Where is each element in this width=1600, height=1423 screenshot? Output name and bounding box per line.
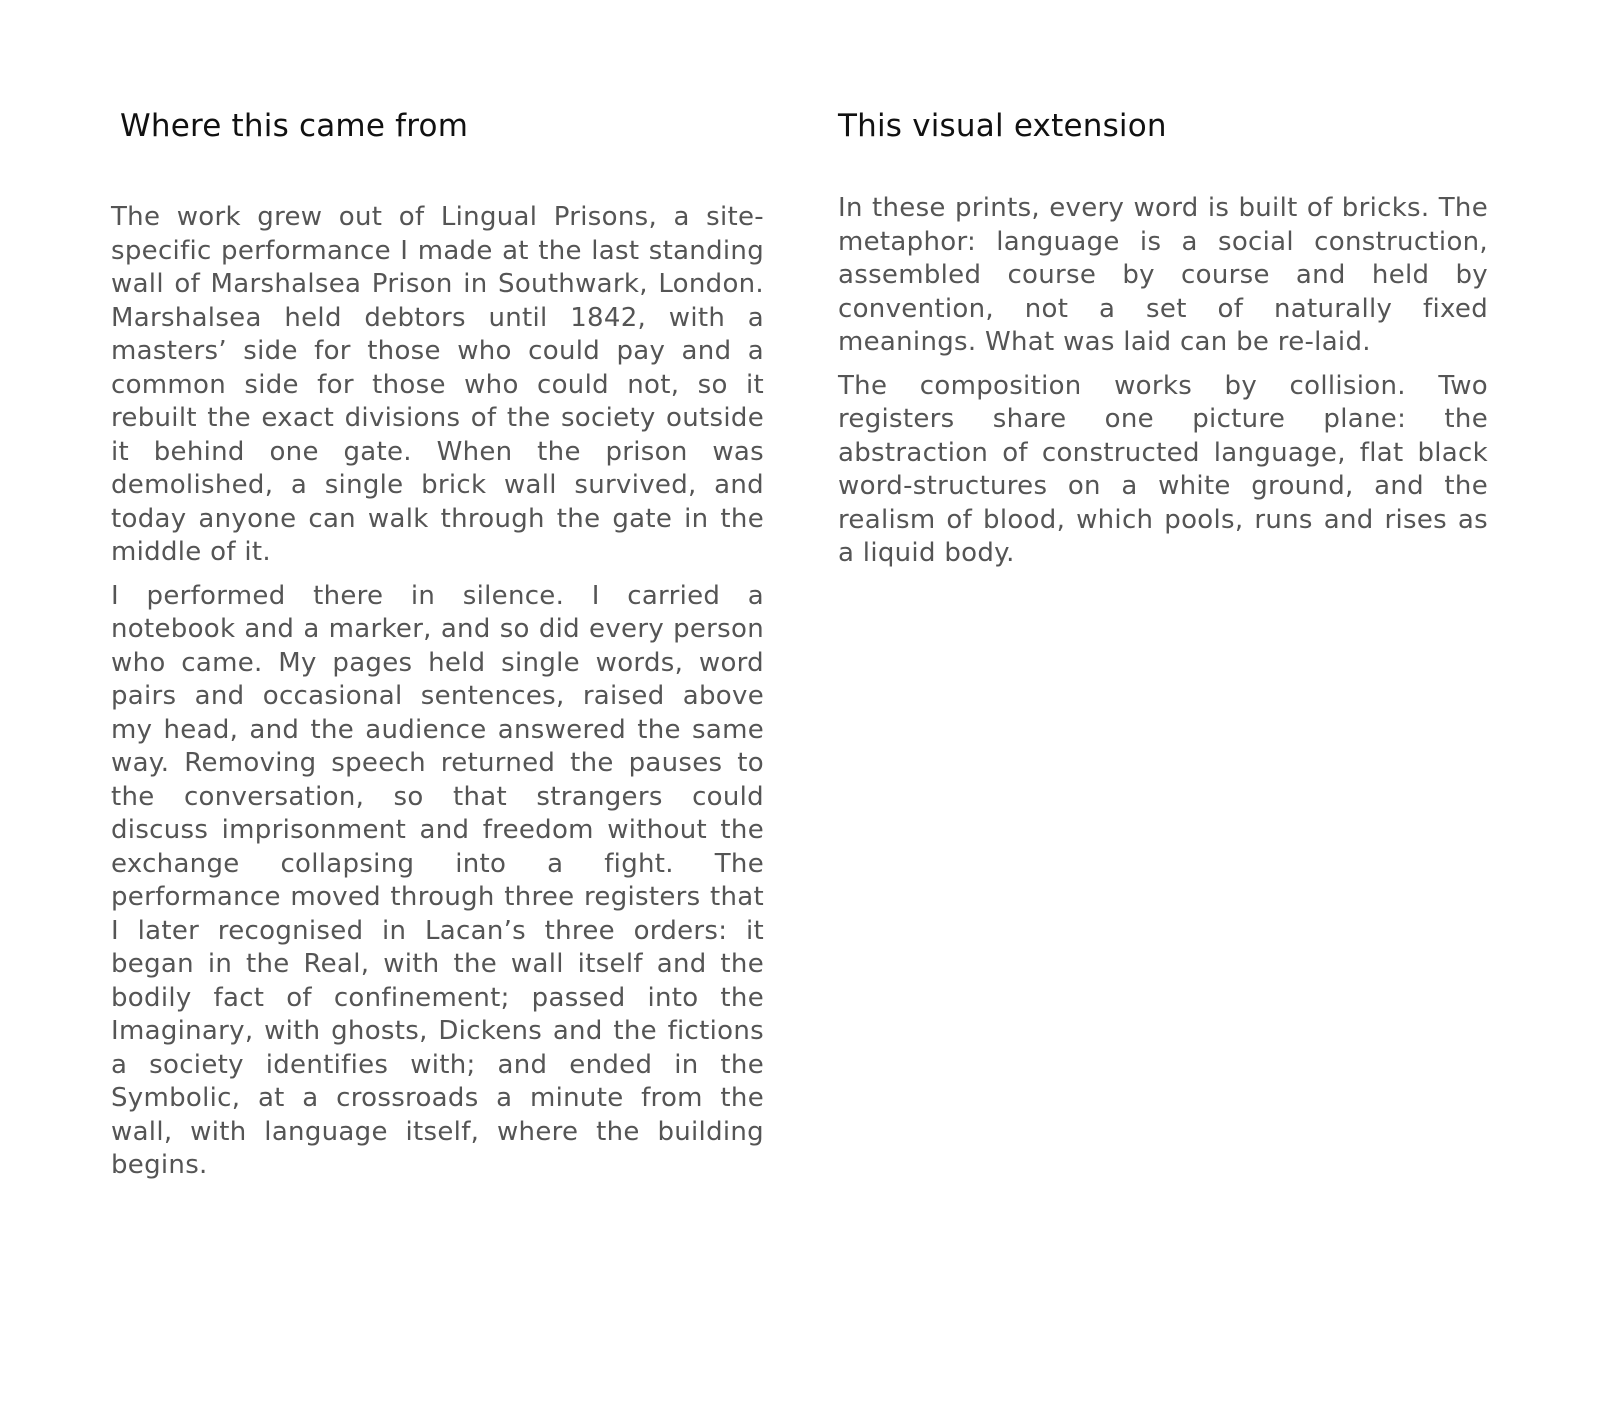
left-column-body — [111, 201, 764, 1193]
right-paragraph-1: In these prints, every word is built of bricks. The metaphor: language is a social construction, assembled course by course and held by convention, not a set of naturally fixed meanings. What was laid can be re-laid. — [838, 193, 1488, 357]
left-column-heading: Where this came from — [120, 108, 469, 144]
right-column-body — [838, 192, 1488, 581]
left-paragraph-1: The work grew out of Lingual Prisons, a site-specific performance I made at the last standing wall of Marshalsea Prison in Southwark, London. Marshalsea held debtors until 1842, with a masters’ side for those who could pay and a common side for those who could not, so it rebuilt the exact divisions of the society outside it behind one gate. When the prison was demolished, a single brick wall survived, and today anyone can walk through the gate in the middle of it. — [111, 202, 764, 567]
left-paragraph-2: I performed there in silence. I carried a notebook and a marker, and so did every person who came. My pages held single words, word pairs and occasional sentences, raised above my head, and the audience answered the same way. Removing speech returned the pauses to the conversation, so that strangers could discuss imprisonment and freedom without the exchange collapsing into a fight. The performance moved through three registers that I later recognised in Lacan’s three orders: it began in the Real, with the wall itself and the bodily fact of confinement; passed into the Imaginary, with ghosts, Dickens and the fictions a society identifies with; and ended in the Symbolic, at a crossroads a minute from the wall, with language itself, where the building begins. — [111, 580, 764, 1180]
right-paragraph-2: The composition works by collision. Two registers share one picture plane: the abstraction of constructed language, flat black word-structures on a white ground, and the realism of blood, which pools, runs and rises as a liquid body. — [838, 370, 1488, 568]
right-column-heading: This visual extension — [838, 108, 1167, 144]
